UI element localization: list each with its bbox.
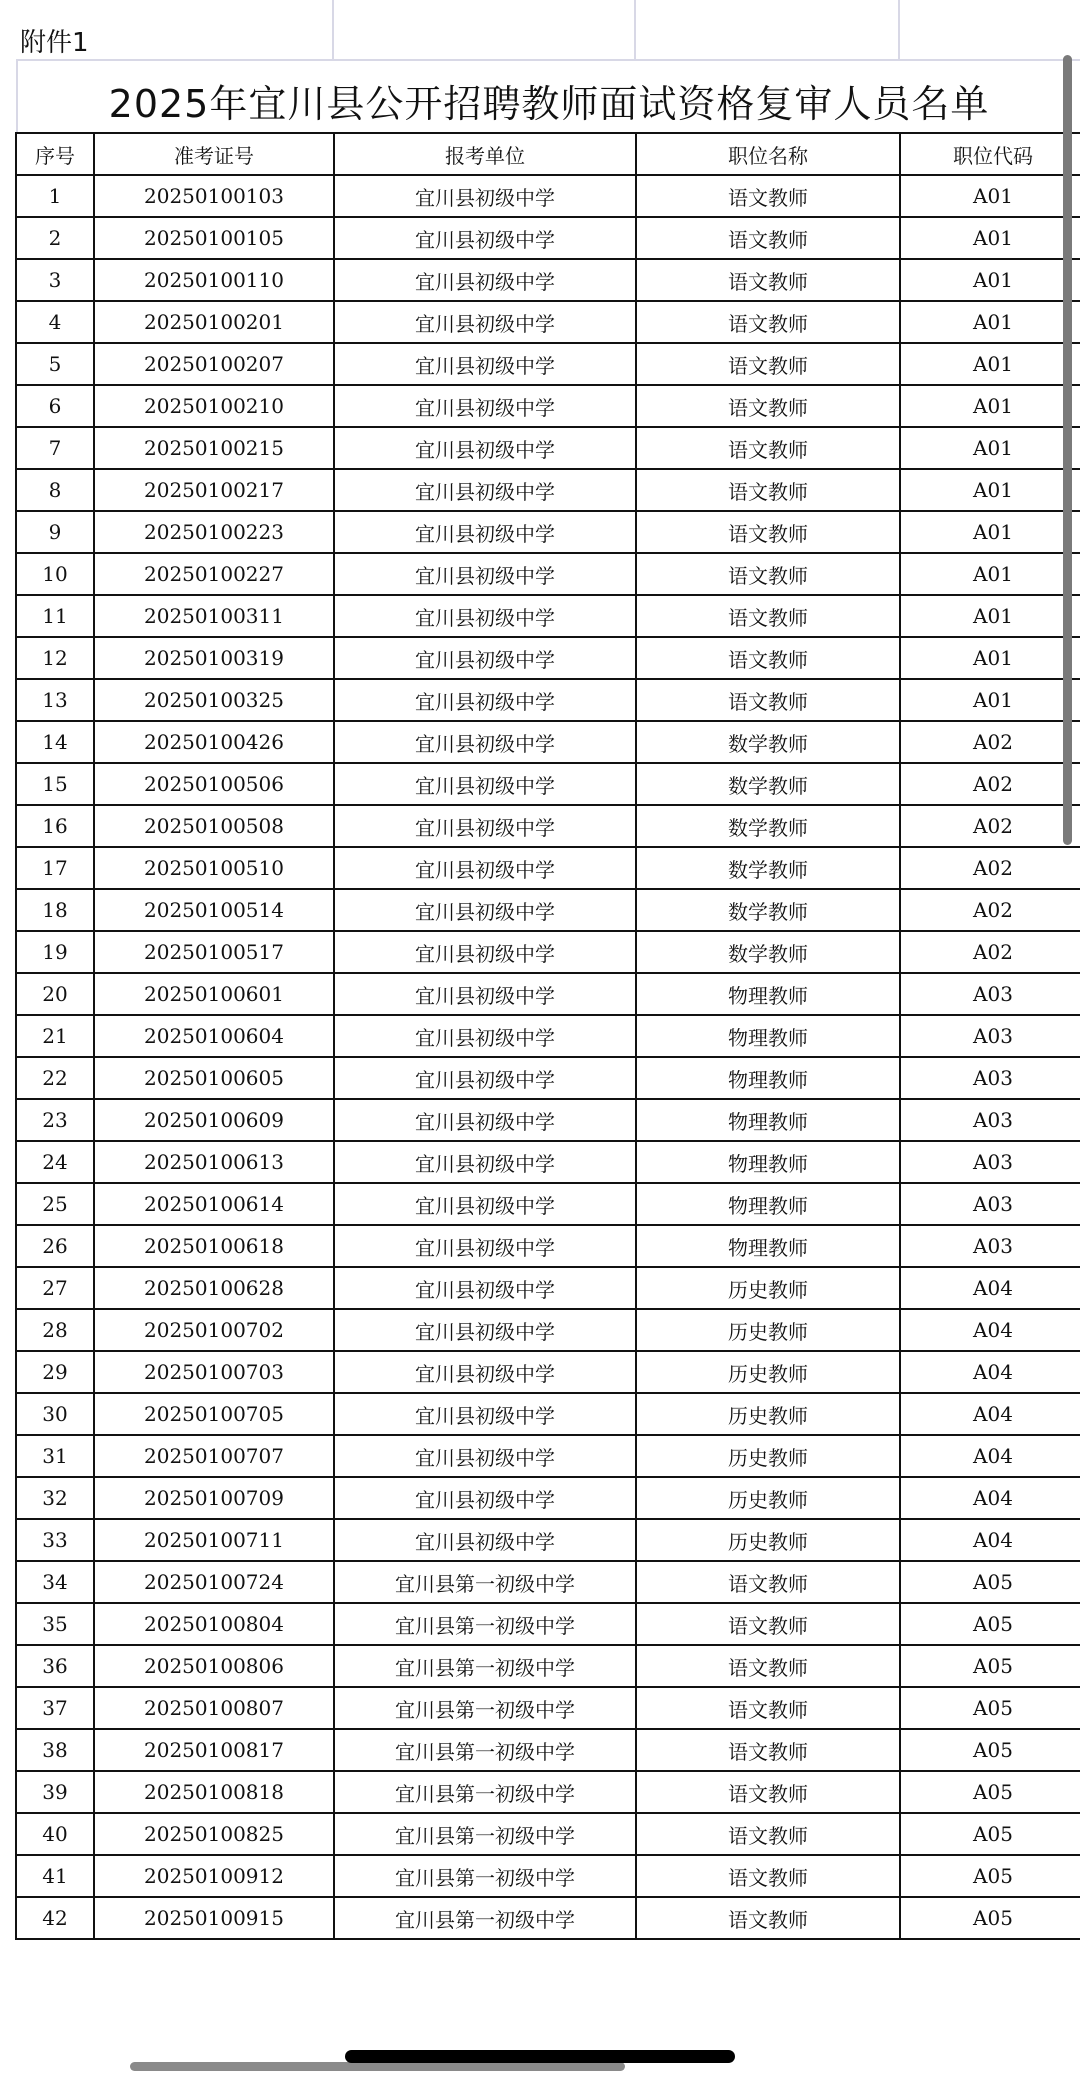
cell-position-code[interactable]: A01 [900,511,1080,553]
cell-position-code[interactable]: A01 [900,469,1080,511]
cell-seq[interactable]: 19 [16,931,94,973]
cell-ticket-no[interactable]: 20250100207 [94,343,334,385]
cell-ticket-no[interactable]: 20250100210 [94,385,334,427]
cell-ticket-no[interactable]: 20250100319 [94,637,334,679]
cell-seq[interactable]: 14 [16,721,94,763]
cell-position-code[interactable]: A01 [900,175,1080,217]
cell-seq[interactable]: 12 [16,637,94,679]
cell-position-code[interactable]: A05 [900,1729,1080,1771]
cell-position-code[interactable]: A01 [900,217,1080,259]
cell-position-name[interactable]: 语文教师 [636,1729,900,1771]
cell-position-code[interactable]: A03 [900,1057,1080,1099]
cell-position-name[interactable]: 数学教师 [636,847,900,889]
table-row [16,1099,1080,1141]
cell-ticket-no[interactable]: 20250100609 [94,1099,334,1141]
table-row [16,1141,1080,1183]
cell-position-code[interactable]: A01 [900,637,1080,679]
cell-ticket-no[interactable]: 20250100105 [94,217,334,259]
cell-ticket-no[interactable]: 20250100709 [94,1477,334,1519]
cell-position-name[interactable]: 数学教师 [636,931,900,973]
cell-seq[interactable]: 42 [16,1897,94,1939]
table-row [16,973,1080,1015]
cell-seq[interactable]: 33 [16,1519,94,1561]
cell-position-code[interactable]: A01 [900,679,1080,721]
table-row [16,1687,1080,1729]
cell-unit[interactable]: 宜川县初级中学 [334,1267,636,1309]
cell-position-name[interactable]: 语文教师 [636,1561,900,1603]
table-row [16,637,1080,679]
table-row [16,931,1080,973]
cell-ticket-no[interactable]: 20250100601 [94,973,334,1015]
cell-position-name[interactable]: 语文教师 [636,1855,900,1897]
cell-position-code[interactable]: A05 [900,1771,1080,1813]
cell-position-name[interactable]: 语文教师 [636,1687,900,1729]
cell-seq[interactable]: 7 [16,427,94,469]
cell-ticket-no[interactable]: 20250100227 [94,553,334,595]
table-row [16,805,1080,847]
cell-position-code[interactable]: A01 [900,385,1080,427]
cell-seq[interactable]: 40 [16,1813,94,1855]
cell-position-code[interactable]: A05 [900,1603,1080,1645]
cell-position-code[interactable]: A03 [900,1141,1080,1183]
cell-seq[interactable]: 18 [16,889,94,931]
table-row [16,1225,1080,1267]
cell-position-code[interactable]: A03 [900,1099,1080,1141]
top-empty-row [16,0,1080,61]
cell-position-name[interactable]: 语文教师 [636,301,900,343]
cell-unit[interactable]: 宜川县第一初级中学 [334,1603,636,1645]
table-row [16,1015,1080,1057]
cell-position-code[interactable]: A05 [900,1813,1080,1855]
table-row [16,343,1080,385]
cell-ticket-no[interactable]: 20250100817 [94,1729,334,1771]
cell-position-code[interactable]: A04 [900,1351,1080,1393]
cell-unit[interactable]: 宜川县初级中学 [334,973,636,1015]
table-row [16,1057,1080,1099]
attachment-label: 附件1 [20,28,89,58]
cell-unit[interactable]: 宜川县初级中学 [334,1309,636,1351]
cell-seq[interactable]: 13 [16,679,94,721]
cell-position-code[interactable]: A05 [900,1561,1080,1603]
cell-seq[interactable]: 25 [16,1183,94,1225]
cell-unit[interactable]: 宜川县初级中学 [334,1099,636,1141]
cell-position-code[interactable]: A04 [900,1393,1080,1435]
table-row [16,1435,1080,1477]
cell-ticket-no[interactable]: 20250100702 [94,1309,334,1351]
cell-ticket-no[interactable]: 20250100103 [94,175,334,217]
cell-seq[interactable]: 35 [16,1603,94,1645]
cell-position-name[interactable]: 语文教师 [636,1813,900,1855]
cell-unit[interactable]: 宜川县初级中学 [334,301,636,343]
cell-ticket-no[interactable]: 20250100604 [94,1015,334,1057]
cell-position-name[interactable]: 数学教师 [636,889,900,931]
cell-seq[interactable]: 38 [16,1729,94,1771]
cell-seq[interactable]: 15 [16,763,94,805]
cell-unit[interactable]: 宜川县初级中学 [334,385,636,427]
cell-ticket-no[interactable]: 20250100510 [94,847,334,889]
cell-seq[interactable]: 9 [16,511,94,553]
cell-position-name[interactable]: 语文教师 [636,1603,900,1645]
table-row [16,1393,1080,1435]
cell-unit[interactable]: 宜川县第一初级中学 [334,1771,636,1813]
header-unit[interactable]: 报考单位 [334,133,636,175]
table-row [16,301,1080,343]
table-row [16,385,1080,427]
cell-unit[interactable]: 宜川县第一初级中学 [334,1687,636,1729]
cell-position-name[interactable]: 语文教师 [636,259,900,301]
cell-seq[interactable]: 24 [16,1141,94,1183]
cell-position-code[interactable]: A04 [900,1477,1080,1519]
cell-unit[interactable]: 宜川县初级中学 [334,427,636,469]
cell-ticket-no[interactable]: 20250100514 [94,889,334,931]
cell-ticket-no[interactable]: 20250100912 [94,1855,334,1897]
cell-ticket-no[interactable]: 20250100703 [94,1351,334,1393]
cell-ticket-no[interactable]: 20250100215 [94,427,334,469]
cell-unit[interactable]: 宜川县初级中学 [334,175,636,217]
cell-position-name[interactable]: 语文教师 [636,385,900,427]
table-row [16,1477,1080,1519]
cell-position-name[interactable]: 语文教师 [636,427,900,469]
cell-unit[interactable]: 宜川县初级中学 [334,931,636,973]
header-row [16,133,1080,175]
cell-position-name[interactable]: 语文教师 [636,469,900,511]
cell-ticket-no[interactable]: 20250100825 [94,1813,334,1855]
attachment-cell[interactable] [16,0,334,59]
table-row [16,1771,1080,1813]
cell-position-code[interactable]: A03 [900,1183,1080,1225]
cell-unit[interactable]: 宜川县初级中学 [334,1519,636,1561]
cell-position-name[interactable]: 历史教师 [636,1477,900,1519]
home-indicator[interactable] [345,2050,735,2063]
cell-position-code[interactable]: A02 [900,931,1080,973]
cell-unit[interactable]: 宜川县初级中学 [334,1015,636,1057]
cell-seq[interactable]: 16 [16,805,94,847]
cell-unit[interactable]: 宜川县初级中学 [334,1393,636,1435]
cell-position-name[interactable]: 语文教师 [636,637,900,679]
cell-position-code[interactable]: A03 [900,973,1080,1015]
cell-seq[interactable]: 5 [16,343,94,385]
cell-position-code[interactable]: A04 [900,1519,1080,1561]
table-row [16,889,1080,931]
cell-unit[interactable]: 宜川县初级中学 [334,1141,636,1183]
empty-cell[interactable] [900,0,1080,59]
cell-position-code[interactable]: A05 [900,1855,1080,1897]
cell-position-code[interactable]: A05 [900,1897,1080,1939]
cell-seq[interactable]: 2 [16,217,94,259]
cell-unit[interactable]: 宜川县第一初级中学 [334,1855,636,1897]
cell-position-code[interactable]: A01 [900,427,1080,469]
cell-seq[interactable]: 8 [16,469,94,511]
table-row [16,1645,1080,1687]
table-row [16,679,1080,721]
cell-ticket-no[interactable]: 20250100707 [94,1435,334,1477]
cell-position-name[interactable]: 语文教师 [636,1645,900,1687]
cell-ticket-no[interactable]: 20250100724 [94,1561,334,1603]
cell-seq[interactable]: 39 [16,1771,94,1813]
cell-seq[interactable]: 26 [16,1225,94,1267]
table-row [16,847,1080,889]
cell-position-name[interactable]: 历史教师 [636,1267,900,1309]
cell-position-name[interactable]: 语文教师 [636,217,900,259]
cell-position-name[interactable]: 语文教师 [636,343,900,385]
cell-unit[interactable]: 宜川县初级中学 [334,511,636,553]
cell-seq[interactable]: 30 [16,1393,94,1435]
cell-seq[interactable]: 31 [16,1435,94,1477]
cell-ticket-no[interactable]: 20250100217 [94,469,334,511]
cell-position-name[interactable]: 语文教师 [636,679,900,721]
cell-position-name[interactable]: 物理教师 [636,973,900,1015]
cell-ticket-no[interactable]: 20250100915 [94,1897,334,1939]
cell-ticket-no[interactable]: 20250100517 [94,931,334,973]
cell-seq[interactable]: 22 [16,1057,94,1099]
cell-seq[interactable]: 27 [16,1267,94,1309]
cell-position-code[interactable]: A01 [900,259,1080,301]
header-position-name[interactable]: 职位名称 [636,133,900,175]
cell-position-code[interactable]: A05 [900,1687,1080,1729]
title-cell[interactable] [16,59,1080,132]
candidate-table [15,132,1080,1940]
table-row [16,217,1080,259]
cell-unit[interactable]: 宜川县第一初级中学 [334,1897,636,1939]
cell-seq[interactable]: 28 [16,1309,94,1351]
cell-position-name[interactable]: 数学教师 [636,721,900,763]
cell-seq[interactable]: 21 [16,1015,94,1057]
cell-seq[interactable]: 20 [16,973,94,1015]
cell-unit[interactable]: 宜川县初级中学 [334,889,636,931]
horizontal-scrollbar[interactable] [130,2062,625,2071]
cell-seq[interactable]: 34 [16,1561,94,1603]
table-row [16,259,1080,301]
cell-unit[interactable]: 宜川县初级中学 [334,1435,636,1477]
cell-unit[interactable]: 宜川县初级中学 [334,1225,636,1267]
cell-seq[interactable]: 6 [16,385,94,427]
table-row [16,1729,1080,1771]
cell-position-name[interactable]: 数学教师 [636,763,900,805]
cell-position-name[interactable]: 数学教师 [636,805,900,847]
vertical-scrollbar[interactable] [1063,55,1072,845]
cell-position-name[interactable]: 物理教师 [636,1015,900,1057]
cell-seq[interactable]: 10 [16,553,94,595]
cell-ticket-no[interactable]: 20250100705 [94,1393,334,1435]
cell-position-code[interactable]: A01 [900,343,1080,385]
cell-unit[interactable]: 宜川县初级中学 [334,469,636,511]
cell-unit[interactable]: 宜川县初级中学 [334,553,636,595]
table-row [16,1897,1080,1939]
cell-ticket-no[interactable]: 20250100426 [94,721,334,763]
cell-unit[interactable]: 宜川县初级中学 [334,763,636,805]
cell-position-name[interactable]: 语文教师 [636,1771,900,1813]
table-row [16,1309,1080,1351]
cell-position-code[interactable]: A03 [900,1015,1080,1057]
cell-seq[interactable]: 1 [16,175,94,217]
header-seq[interactable]: 序号 [16,133,94,175]
cell-unit[interactable]: 宜川县初级中学 [334,679,636,721]
cell-unit[interactable]: 宜川县第一初级中学 [334,1645,636,1687]
cell-position-code[interactable]: A02 [900,763,1080,805]
table-row [16,1351,1080,1393]
table-row [16,1183,1080,1225]
cell-ticket-no[interactable]: 20250100804 [94,1603,334,1645]
cell-position-name[interactable]: 历史教师 [636,1351,900,1393]
cell-seq[interactable]: 36 [16,1645,94,1687]
cell-ticket-no[interactable]: 20250100110 [94,259,334,301]
cell-position-code[interactable]: A02 [900,805,1080,847]
cell-position-code[interactable]: A04 [900,1267,1080,1309]
cell-unit[interactable]: 宜川县第一初级中学 [334,1729,636,1771]
cell-unit[interactable]: 宜川县初级中学 [334,637,636,679]
cell-position-name[interactable]: 语文教师 [636,553,900,595]
cell-unit[interactable]: 宜川县初级中学 [334,1351,636,1393]
cell-position-name[interactable]: 物理教师 [636,1099,900,1141]
cell-unit[interactable]: 宜川县第一初级中学 [334,1561,636,1603]
cell-position-name[interactable]: 物理教师 [636,1057,900,1099]
cell-position-name[interactable]: 语文教师 [636,1897,900,1939]
cell-ticket-no[interactable]: 20250100223 [94,511,334,553]
cell-ticket-no[interactable]: 20250100818 [94,1771,334,1813]
cell-position-code[interactable]: A01 [900,301,1080,343]
cell-unit[interactable]: 宜川县初级中学 [334,1183,636,1225]
cell-ticket-no[interactable]: 20250100806 [94,1645,334,1687]
cell-seq[interactable]: 3 [16,259,94,301]
cell-ticket-no[interactable]: 20250100508 [94,805,334,847]
cell-position-code[interactable]: A02 [900,889,1080,931]
cell-position-code[interactable]: A04 [900,1435,1080,1477]
cell-seq[interactable]: 17 [16,847,94,889]
cell-position-code[interactable]: A02 [900,721,1080,763]
cell-unit[interactable]: 宜川县第一初级中学 [334,1813,636,1855]
cell-unit[interactable]: 宜川县初级中学 [334,721,636,763]
cell-seq[interactable]: 41 [16,1855,94,1897]
cell-position-name[interactable]: 语文教师 [636,175,900,217]
cell-unit[interactable]: 宜川县初级中学 [334,217,636,259]
cell-position-code[interactable]: A04 [900,1309,1080,1351]
cell-unit[interactable]: 宜川县初级中学 [334,259,636,301]
cell-position-name[interactable]: 语文教师 [636,511,900,553]
sheet-title: 2025年宜川县公开招聘教师面试资格复审人员名单 [108,82,990,126]
table-row [16,1603,1080,1645]
table-row [16,721,1080,763]
empty-cell[interactable] [636,0,900,59]
table-row [16,1855,1080,1897]
cell-ticket-no[interactable]: 20250100613 [94,1141,334,1183]
cell-seq[interactable]: 23 [16,1099,94,1141]
cell-ticket-no[interactable]: 20250100628 [94,1267,334,1309]
header-position-code[interactable]: 职位代码 [900,133,1080,175]
cell-unit[interactable]: 宜川县初级中学 [334,805,636,847]
cell-ticket-no[interactable]: 20250100506 [94,763,334,805]
table-row [16,175,1080,217]
table-row [16,427,1080,469]
cell-position-code[interactable]: A01 [900,595,1080,637]
table-row [16,763,1080,805]
cell-position-name[interactable]: 历史教师 [636,1309,900,1351]
table-row [16,1267,1080,1309]
cell-position-code[interactable]: A05 [900,1645,1080,1687]
cell-position-name[interactable]: 语文教师 [636,595,900,637]
cell-seq[interactable]: 32 [16,1477,94,1519]
cell-ticket-no[interactable]: 20250100711 [94,1519,334,1561]
cell-position-name[interactable]: 物理教师 [636,1183,900,1225]
table-row [16,511,1080,553]
cell-position-code[interactable]: A02 [900,847,1080,889]
table-row [16,1813,1080,1855]
table-row [16,1561,1080,1603]
cell-ticket-no[interactable]: 20250100614 [94,1183,334,1225]
cell-position-code[interactable]: A03 [900,1225,1080,1267]
cell-unit[interactable]: 宜川县初级中学 [334,595,636,637]
table-row [16,553,1080,595]
cell-unit[interactable]: 宜川县初级中学 [334,847,636,889]
header-ticket-no[interactable]: 准考证号 [94,133,334,175]
cell-seq[interactable]: 37 [16,1687,94,1729]
cell-seq[interactable]: 4 [16,301,94,343]
cell-unit[interactable]: 宜川县初级中学 [334,1057,636,1099]
cell-unit[interactable]: 宜川县初级中学 [334,343,636,385]
cell-ticket-no[interactable]: 20250100807 [94,1687,334,1729]
table-row [16,469,1080,511]
cell-ticket-no[interactable]: 20250100605 [94,1057,334,1099]
cell-unit[interactable]: 宜川县初级中学 [334,1477,636,1519]
cell-position-name[interactable]: 历史教师 [636,1393,900,1435]
cell-position-name[interactable]: 物理教师 [636,1225,900,1267]
cell-position-name[interactable]: 历史教师 [636,1435,900,1477]
cell-seq[interactable]: 11 [16,595,94,637]
cell-ticket-no[interactable]: 20250100618 [94,1225,334,1267]
cell-position-code[interactable]: A01 [900,553,1080,595]
table-row [16,595,1080,637]
cell-position-name[interactable]: 物理教师 [636,1141,900,1183]
cell-seq[interactable]: 29 [16,1351,94,1393]
table-row [16,1519,1080,1561]
empty-cell[interactable] [334,0,636,59]
cell-ticket-no[interactable]: 20250100325 [94,679,334,721]
cell-ticket-no[interactable]: 20250100311 [94,595,334,637]
cell-position-name[interactable]: 历史教师 [636,1519,900,1561]
cell-ticket-no[interactable]: 20250100201 [94,301,334,343]
